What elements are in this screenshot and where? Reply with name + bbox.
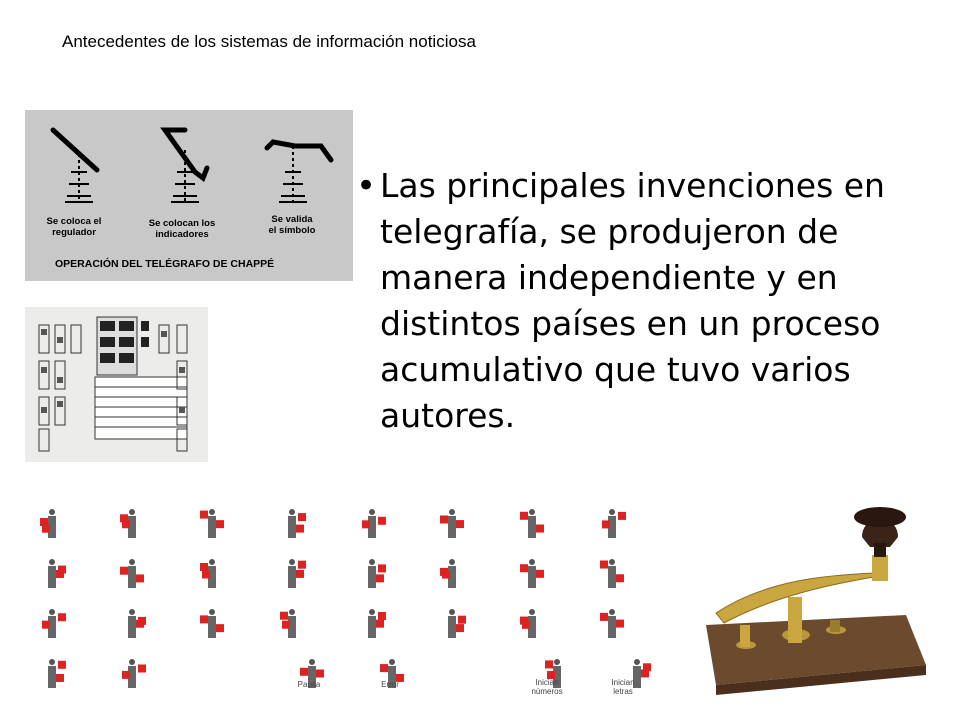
semaphore-figure (42, 609, 66, 638)
murray-telegraph-image (25, 307, 208, 462)
semaphore-label-pausa: Pausa (297, 680, 321, 689)
chappe-telegraph-image (25, 110, 353, 281)
semaphore-label-error: Error (381, 680, 399, 689)
semaphore-figure (288, 559, 306, 588)
semaphore-figure (122, 659, 146, 688)
semaphore-alphabet-image (25, 490, 665, 705)
semaphore-figure (368, 609, 386, 638)
semaphore-label-inician-numeros: Inician números (531, 678, 563, 696)
semaphore-figure (40, 509, 56, 538)
semaphore-figure (48, 559, 66, 588)
semaphore-figures (25, 490, 665, 705)
semaphore-figure (200, 609, 224, 638)
semaphore-figure (368, 559, 386, 588)
chappe-diagram (25, 110, 353, 281)
semaphore-figure (288, 509, 306, 538)
slide-header-title: Antecedentes de los sistemas de información noticiosa (62, 32, 476, 51)
semaphore-figure (440, 509, 464, 538)
chappe-caption-2: Se colocan los indicadores (148, 218, 216, 240)
semaphore-figure (362, 509, 386, 538)
semaphore-figure (440, 559, 456, 588)
semaphore-label-inician-letras: Inician letras (611, 678, 635, 696)
chappe-caption-1: Se coloca el regulador (46, 216, 102, 238)
bullet-text: Las principales invenciones en telegrafía, se produjeron de manera independiente y en distintos países en un proceso acumulativo que tuvo varios autores. (380, 166, 885, 435)
semaphore-figure (128, 609, 146, 638)
semaphore-figure (120, 559, 144, 588)
semaphore-figure (520, 509, 544, 538)
semaphore-figure (600, 559, 624, 588)
semaphore-figure (280, 609, 296, 638)
semaphore-figure (448, 609, 466, 638)
telegraph-key-drawing (676, 485, 960, 700)
semaphore-figure (120, 509, 136, 538)
telegraph-key-image (676, 485, 960, 700)
bullet-dot-icon: • (356, 166, 377, 206)
semaphore-figure (200, 509, 224, 538)
semaphore-figure (48, 659, 66, 688)
chappe-title: OPERACIÓN DEL TELÉGRAFO DE CHAPPÉ (55, 258, 275, 270)
semaphore-figure (200, 559, 216, 588)
semaphore-figure (600, 609, 624, 638)
semaphore-figure (520, 609, 536, 638)
semaphore-figure (520, 559, 544, 588)
chappe-caption-3: Se valida el símbolo (268, 214, 316, 236)
semaphore-figure (602, 509, 626, 538)
murray-diagram (25, 307, 208, 462)
